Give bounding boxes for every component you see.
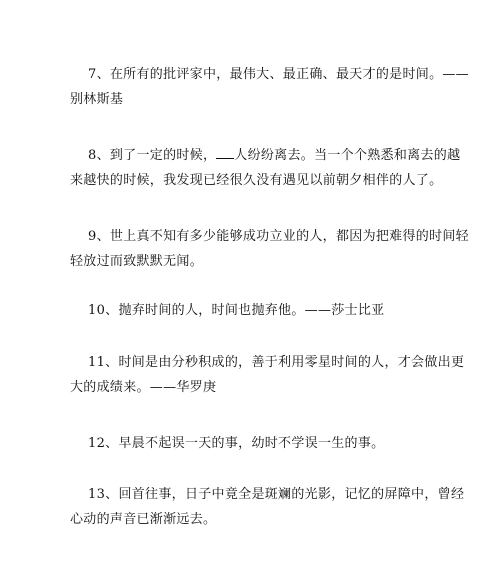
quote-7-line-1: 7、在所有的批评家中，最伟大、最正确、最天才的是时间。—— <box>88 67 469 82</box>
quote-8 <box>70 143 461 193</box>
quote-13 <box>70 482 465 532</box>
quote-7 <box>70 62 469 112</box>
quote-11-line-2: 大的成绩来。——华罗庚 <box>70 380 217 395</box>
quote-9-line-2: 轻放过而致默默无闻。 <box>70 254 204 269</box>
quote-11-line-1: 11、时间是由分秒积成的，善于利用零星时间的人，才会做出更 <box>88 355 465 370</box>
quote-10-line-1: 10、抛弃时间的人，时间也抛弃他。——莎士比亚 <box>88 303 385 318</box>
fill-in-blank <box>216 146 234 159</box>
quote-12 <box>76 431 436 456</box>
quote-10 <box>76 298 436 323</box>
quote-8-line-1 <box>76 143 461 168</box>
quote-11 <box>70 350 465 400</box>
quote-8-text-after-blank: 人纷纷离去。当一个个熟悉和离去的越 <box>234 148 461 163</box>
quote-8-text-before-blank: 8、到了一定的时候， <box>88 148 217 163</box>
quote-9 <box>70 224 469 274</box>
quote-13-line-1: 13、回首往事，日子中竟全是斑斓的光影，记忆的屏障中，曾经 <box>88 487 465 502</box>
quote-9-line-1: 9、世上真不知有多少能够成功立业的人，都因为把难得的时间轻 <box>88 229 469 244</box>
quote-7-line-2: 别林斯基 <box>70 92 124 107</box>
quote-12-line-1: 12、早晨不起误一天的事，幼时不学误一生的事。 <box>88 436 385 451</box>
quote-13-line-2: 心动的声音已渐渐远去。 <box>70 512 217 527</box>
quote-8-line-2: 来越快的时候，我发现已经很久没有遇见以前朝夕相伴的人了。 <box>70 173 443 188</box>
